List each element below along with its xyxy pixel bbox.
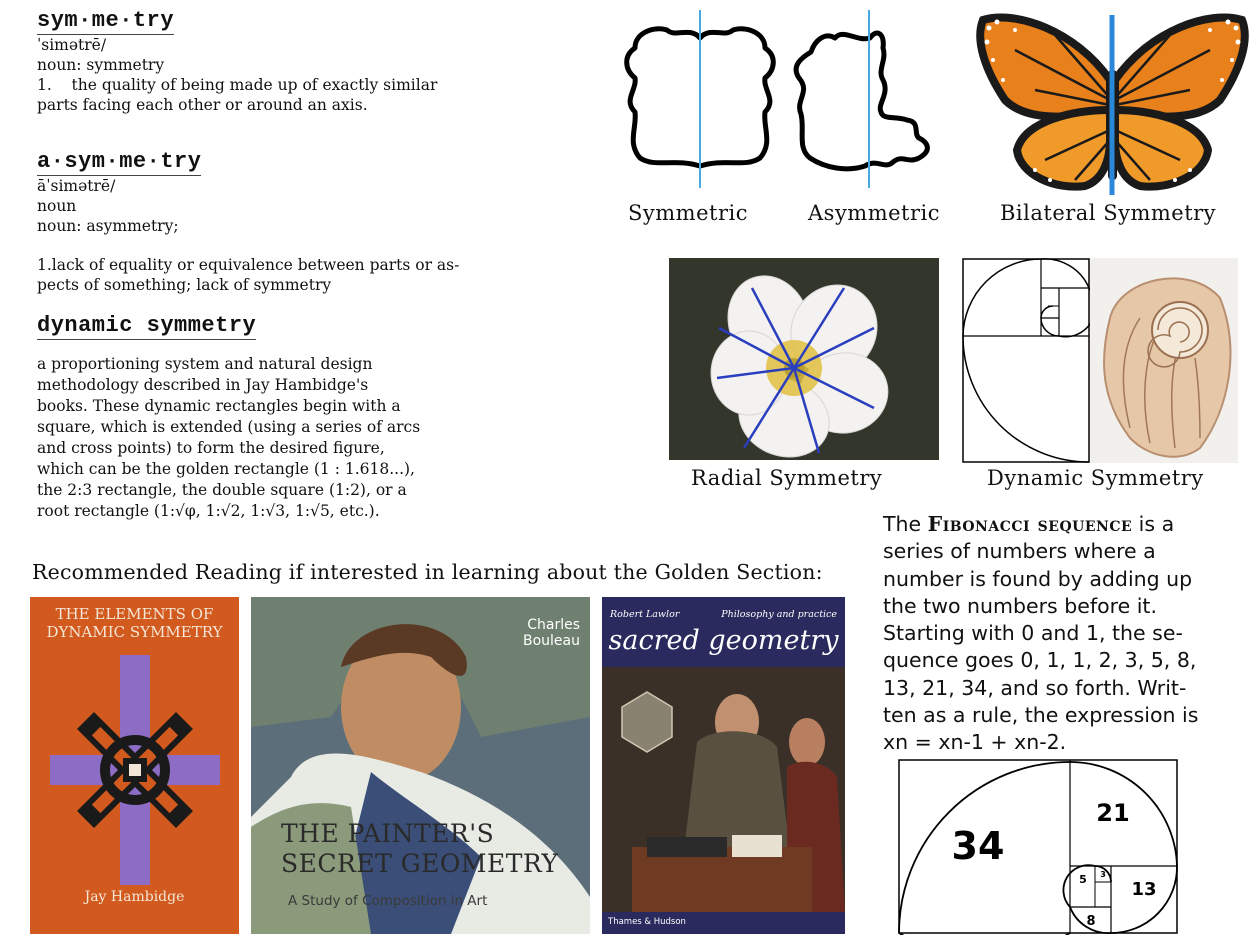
book-sacred-geometry[interactable] [602,597,845,934]
meaning-number: 1. [37,76,52,94]
fib-after-term: is a [1132,512,1175,536]
book3-publisher: Thames & Hudson [608,917,686,927]
fib-square-13: 13 [1131,879,1157,900]
book3-series: Philosophy and practice [721,609,837,620]
fibonacci-line: number is found by adding up [883,566,1193,591]
fib-square-3: 3 [1100,870,1106,879]
book-painters-secret-geometry[interactable] [251,597,590,934]
dynamic-line: square, which is extended (using a series of arcs [37,418,421,436]
book1-emblem [50,655,220,885]
definition-symmetry [37,8,597,115]
dynamic-line: a proportioning system and natural design [37,355,373,373]
fib-square-21: 21 [1096,799,1130,827]
term-dynamic-symmetry: dynamic symmetry [37,313,257,338]
fibonacci-line: xn = xn-1 + xn-2. [883,730,1067,755]
book1-title-line2: DYNAMIC SYMMETRY [46,623,223,641]
book2-author-line1: Charles [527,617,580,633]
caption-bilateral: Bilateral Symmetry [1000,201,1217,225]
book1-title-line1: THE ELEMENTS OF [55,605,214,623]
meaning-line2: parts facing each other or around an axis. [37,96,368,114]
meaning-asymmetry-line2: pects of something; lack of symmetry [37,276,332,294]
fibonacci-spiral-diagram [898,759,1180,935]
definition-dynamic [37,313,597,522]
fib-intro: The [883,512,928,536]
caption-dynamic: Dynamic Symmetry [987,466,1204,490]
book3-title: sacred geometry [608,625,839,656]
pos-symmetry: noun: symmetry [37,56,165,74]
dynamic-body [37,354,597,522]
fibonacci-line: the two numbers before it. [883,593,1157,618]
book-elements-of-dynamic-symmetry[interactable] [30,597,239,934]
fib-square-8: 8 [1086,914,1096,929]
pronunciation-asymmetry: āˈsimətrē/ [37,177,116,195]
definition-asymmetry [37,149,597,295]
fib-term: Fibonacci sequence [927,512,1133,536]
fib-square-5: 5 [1079,873,1087,886]
fibonacci-line: series of numbers where a [883,539,1156,564]
nautilus-image [1090,258,1238,463]
meaning-line1: the quality of being made up of exactly similar [71,76,438,94]
caption-radial: Radial Symmetry [691,466,883,490]
asymmetric-shape [796,33,927,169]
golden-spiral-diagram [962,258,1090,463]
book2-title-line1: THE PAINTER'S [281,819,495,848]
reading-heading: Recommended Reading if interested in learning about the Golden Section: [32,560,823,584]
book1-author: Jay Hambidge [84,889,185,905]
fib-square-34: 34 [951,824,1005,868]
meaning-asymmetry-line1: 1.lack of equality or equivalence between parts or as- [37,256,460,274]
book2-subtitle: A Study of Composition in Art [288,893,488,909]
book3-author: Robert Lawlor [610,609,680,620]
pos2-asymmetry: noun: asymmetry; [37,217,179,235]
dynamic-line: which can be the golden rectangle (1 : 1.618...), [37,460,415,478]
dynamic-line: root rectangle (1:√φ, 1:√2, 1:√3, 1:√5, etc.). [37,502,380,520]
book3-painting [602,667,845,912]
pronunciation-symmetry: ˈsimətrē/ [37,36,107,54]
dynamic-line: methodology described in Jay Hambidge's [37,376,369,394]
dynamic-line: and cross points) to form the desired figure, [37,439,385,457]
pos-asymmetry: noun [37,197,77,215]
meaning-symmetry [37,75,597,95]
fibonacci-line: quence goes 0, 1, 1, 2, 3, 5, 8, [883,648,1197,673]
butterfly-image [975,10,1250,195]
fibonacci-line: 13, 21, 34, and so forth. Writ- [883,675,1187,700]
term-asymmetry: a·sym·me·try [37,149,202,174]
fibonacci-text [883,511,1253,757]
flower-image [669,258,939,460]
book2-title-line2: SECRET GEOMETRY [281,849,559,878]
dynamic-line: the 2:3 rectangle, the double square (1:2), or a [37,481,407,499]
fibonacci-line: ten as a rule, the expression is [883,703,1199,728]
fibonacci-line-first [883,511,1253,538]
symmetry-shapes [615,8,970,198]
term-symmetry: sym·me·try [37,8,175,33]
book2-author-line2: Bouleau [523,633,580,649]
fibonacci-line: Starting with 0 and 1, the se- [883,621,1183,646]
caption-symmetric: Symmetric [628,201,748,225]
dynamic-line: books. These dynamic rectangles begin with a [37,397,401,415]
caption-asymmetric: Asymmetric [808,201,941,225]
